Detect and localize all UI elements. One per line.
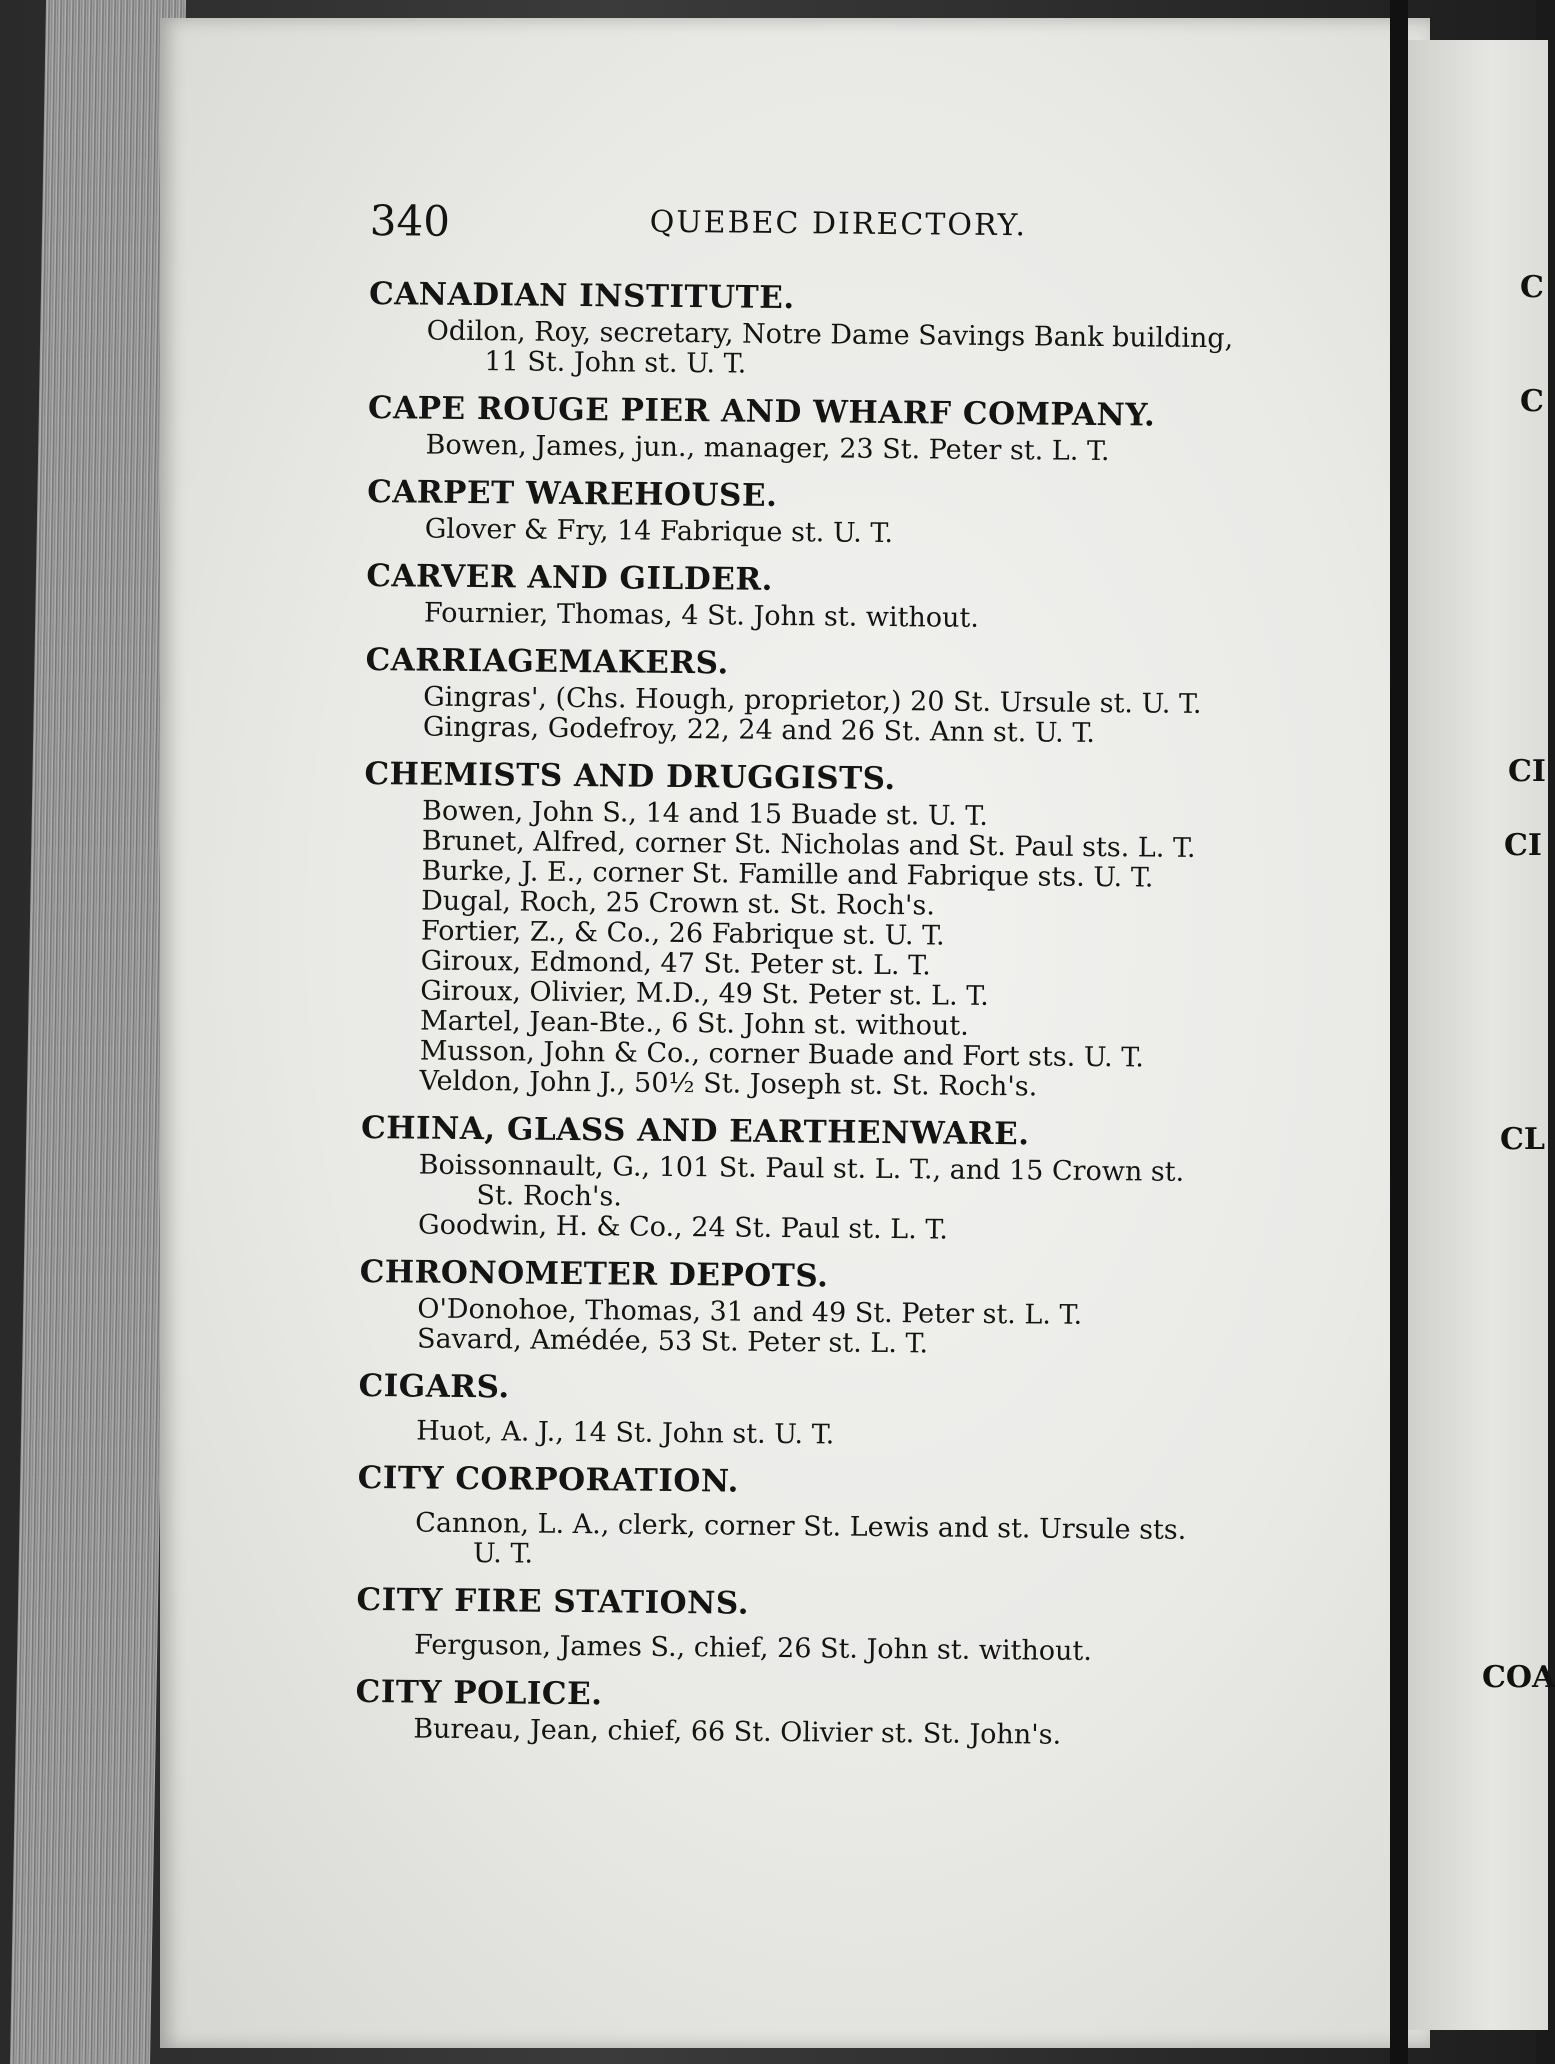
section-heading: CARRIAGEMAKERS. — [365, 641, 729, 682]
directory-section — [365, 640, 1356, 751]
section-heading: CHINA, GLASS AND EARTHENWARE. — [360, 1109, 1030, 1153]
entry-text: Huot, A. J., 14 St. John st. U. T. — [415, 1415, 835, 1451]
section-heading: CAPE ROUGE PIER AND WHARF COMPANY. — [367, 389, 1156, 434]
directory-section — [360, 1108, 1351, 1249]
entry-text: Savard, Amédée, 53 St. Peter st. L. T. — [416, 1323, 929, 1360]
directory-section — [366, 556, 1357, 637]
entry-text: Burke, J. E., corner St. Famille and Fabrique sts. U. T. — [421, 855, 1154, 894]
page-number: 340 — [369, 196, 451, 246]
facing-fragment: C — [1520, 384, 1544, 419]
directory-entry — [357, 1508, 1348, 1578]
entry-text: Odilon, Roy, secretary, Notre Dame Savings Bank building, — [426, 315, 1234, 355]
entry-list — [361, 796, 1354, 1105]
facing-fragment: C — [1520, 270, 1544, 305]
entry-text: Fortier, Z., & Co., 26 Fabrique st. U. T. — [420, 915, 945, 952]
facing-fragment: CI — [1508, 754, 1546, 789]
entry-text: Goodwin, H. & Co., 24 St. Paul st. L. T. — [417, 1209, 949, 1246]
entry-text: Boissonnault, G., 101 St. Paul st. L. T., and 15 Crown st. — [418, 1149, 1185, 1188]
entry-text: O'Donohoe, Thomas, 31 and 49 St. Peter st. L. T. — [417, 1293, 1083, 1331]
entry-text: Bowen, James, jun., manager, 23 St. Peter st. L. T. — [425, 429, 1110, 468]
directory-section — [357, 1458, 1348, 1577]
directory-listing — [355, 274, 1359, 1753]
entry-text: Bowen, John S., 14 and 15 Buade st. U. T. — [421, 795, 989, 832]
directory-section — [356, 1580, 1347, 1669]
running-title: QUEBEC DIRECTORY. — [649, 204, 1028, 244]
directory-entry — [358, 1416, 1348, 1456]
entry-text: Glover & Fry, 14 Fabrique st. U. T. — [424, 513, 894, 550]
entry-continuation: U. T. — [472, 1538, 534, 1570]
section-heading: CANADIAN INSTITUTE. — [368, 275, 795, 317]
entry-list — [360, 1150, 1351, 1249]
entry-text: Gingras', (Chs. Hough, proprietor,) 20 St. Ursule st. U. T. — [423, 681, 1202, 721]
directory-section — [367, 388, 1358, 469]
section-heading: CHEMISTS AND DRUGGISTS. — [364, 755, 896, 798]
entry-text: Ferguson, James S., chief, 26 St. John st. without. — [413, 1629, 1093, 1667]
entry-continuation: St. Roch's. — [476, 1180, 623, 1213]
directory-entry — [356, 1630, 1346, 1670]
section-heading: CITY CORPORATION. — [357, 1459, 740, 1500]
entry-list — [359, 1294, 1350, 1364]
entry-text: Martel, Jean-Bte., 6 St. John st. without. — [419, 1005, 969, 1042]
facing-fragment: COA — [1482, 1660, 1555, 1695]
entry-text: Bureau, Jean, chief, 66 St. Olivier st. St. John's. — [413, 1713, 1062, 1751]
page-content — [355, 196, 1360, 1765]
section-heading: CITY FIRE STATIONS. — [356, 1581, 750, 1622]
directory-section — [355, 1672, 1346, 1753]
book-gutter — [1390, 0, 1408, 2064]
entry-text: Fournier, Thomas, 4 St. John st. without. — [423, 597, 980, 634]
entry-text: Brunet, Alfred, corner St. Nicholas and St. Paul sts. L. T. — [421, 825, 1196, 864]
section-heading: CIGARS. — [358, 1367, 510, 1406]
section-heading: CARVER AND GILDER. — [366, 557, 774, 598]
entry-continuation: 11 St. John st. U. T. — [484, 346, 747, 380]
directory-section — [367, 472, 1358, 553]
entry-text: Veldon, John J., 50½ St. Joseph st. St. Roch's. — [419, 1065, 1038, 1103]
running-head — [370, 196, 1360, 258]
directory-entry — [368, 316, 1359, 386]
entry-list — [358, 1416, 1348, 1456]
directory-section — [359, 1252, 1350, 1363]
entry-list — [368, 316, 1359, 386]
entry-text: Gingras, Godefroy, 22, 24 and 26 St. Ann st. U. T. — [422, 711, 1096, 749]
directory-section — [361, 754, 1354, 1105]
entry-list — [356, 1630, 1346, 1670]
entry-text: Giroux, Olivier, M.D., 49 St. Peter st. L. T. — [420, 975, 989, 1012]
entry-text: Musson, John & Co., corner Buade and Fort sts. U. T. — [419, 1035, 1145, 1074]
entry-text: Cannon, L. A., clerk, corner St. Lewis and st. Ursule sts. — [415, 1507, 1187, 1546]
facing-fragment: CL — [1500, 1122, 1545, 1157]
entry-list — [357, 1508, 1348, 1578]
facing-fragment: CI — [1504, 828, 1542, 863]
entry-text: Giroux, Edmond, 47 St. Peter st. L. T. — [420, 945, 931, 982]
directory-section — [358, 1366, 1349, 1455]
entry-list — [365, 682, 1356, 752]
section-heading: CHRONOMETER DEPOTS. — [359, 1253, 829, 1295]
section-heading: CARPET WAREHOUSE. — [366, 473, 778, 514]
section-heading: CITY POLICE. — [355, 1673, 603, 1713]
entry-text: Dugal, Roch, 25 Crown st. St. Roch's. — [421, 885, 936, 922]
facing-page-edge — [1408, 40, 1555, 2030]
directory-section — [368, 274, 1359, 385]
directory-entry — [360, 1150, 1351, 1220]
